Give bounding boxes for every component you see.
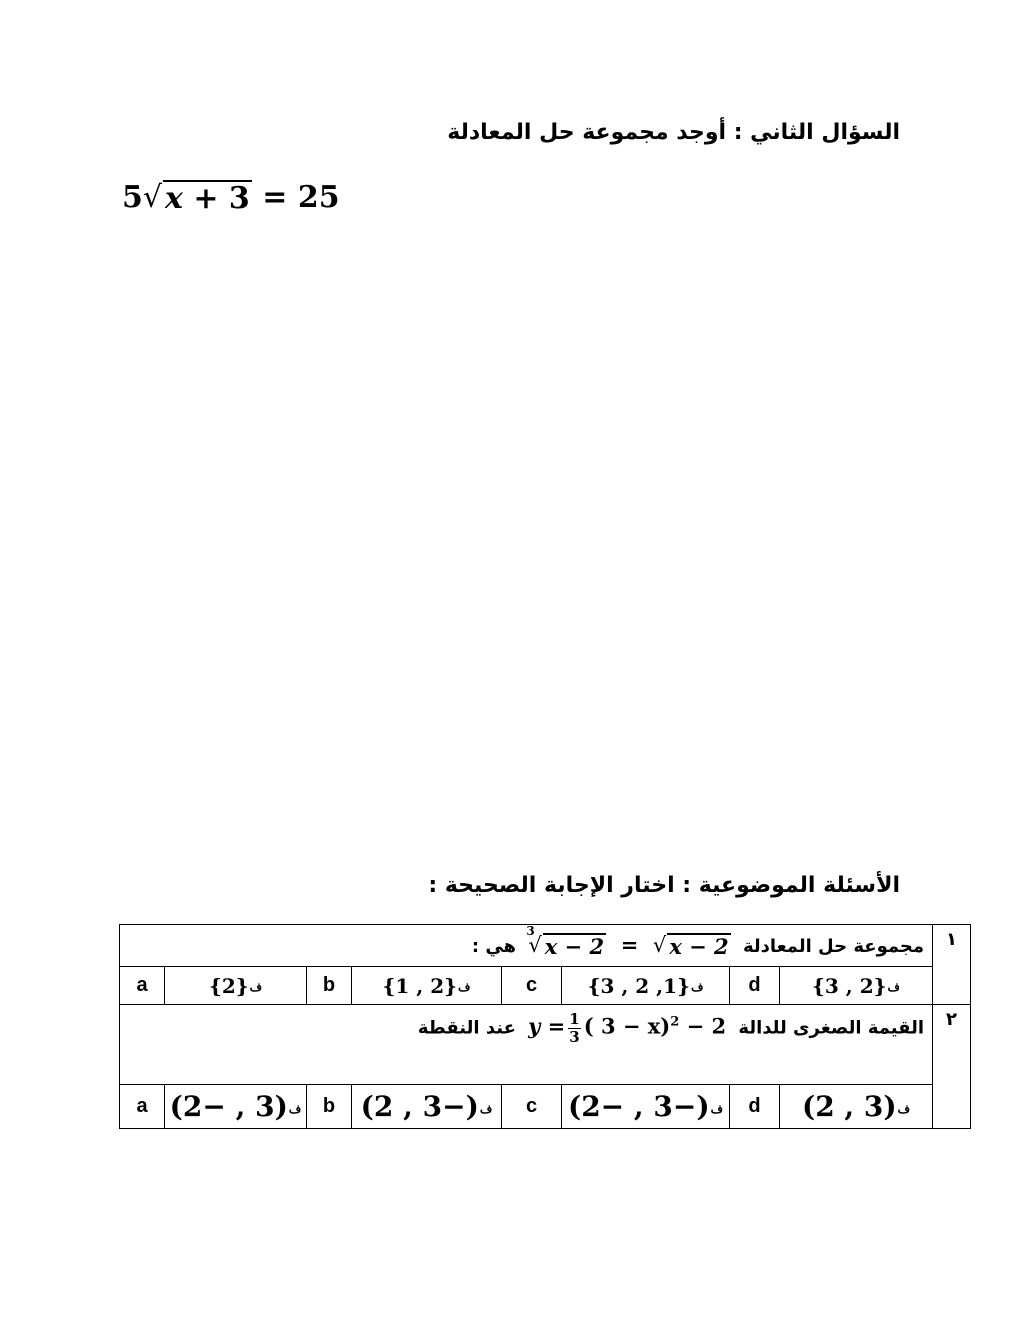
square-root: √ x − 2 xyxy=(652,932,729,959)
option-letter-d: d xyxy=(730,967,780,1005)
option-c-choice[interactable]: ف(−3 , −2) xyxy=(562,1085,730,1129)
question-2-suffix: عند النقطة xyxy=(417,1017,516,1039)
cube-root: 3 √ x − 2 xyxy=(526,923,605,959)
question-2-options xyxy=(120,1085,971,1129)
question-1-suffix: هي : xyxy=(471,935,517,957)
equation-radicand-rest: + 3 xyxy=(182,181,250,216)
equation-variable: x xyxy=(165,181,183,216)
question-1-number: ١ xyxy=(933,925,971,1005)
option-letter-d: d xyxy=(730,1085,780,1129)
equation-coefficient: 5 xyxy=(122,180,143,215)
option-a-choice[interactable]: ف{2} xyxy=(165,967,307,1005)
question-2-text xyxy=(120,1005,933,1085)
option-c-choice[interactable]: ف{1, 2 , 3} xyxy=(562,967,730,1005)
equation-rhs: = 25 xyxy=(251,180,340,215)
option-d-choice[interactable]: ف(3 , 2) xyxy=(780,1085,933,1129)
question-2-equation: y = $\frac{1}{3}$ ( 3 − x)$^2$ − 2 xyxy=(528,1010,727,1046)
option-letter-c: c xyxy=(502,1085,562,1129)
question-1-text xyxy=(120,925,933,967)
question-2-heading: السؤال الثاني : أوجد مجموعة حل المعادلة xyxy=(447,120,900,145)
objective-questions-heading: الأسئلة الموضوعية : اختار الإجابة الصحيحة : xyxy=(428,873,900,898)
option-letter-b: b xyxy=(307,967,352,1005)
main-equation xyxy=(122,180,340,217)
question-1-row xyxy=(120,925,971,967)
option-letter-a: a xyxy=(120,1085,165,1129)
option-b-choice[interactable]: ف(−3 , 2) xyxy=(352,1085,502,1129)
option-d-choice[interactable]: ف{2 , 3} xyxy=(780,967,933,1005)
option-letter-a: a xyxy=(120,967,165,1005)
question-2-number: ٢ xyxy=(933,1005,971,1129)
question-1-prefix: مجموعة حل المعادلة xyxy=(742,935,925,957)
square-root: √ x + 3 xyxy=(142,180,250,216)
fraction-one-third: $\frac{1}{3}$ xyxy=(569,1010,580,1046)
question-1-options xyxy=(120,967,971,1005)
question-2-prefix: القيمة الصغرى للدالة xyxy=(738,1017,925,1039)
option-a-choice[interactable]: ف(3 , −2) xyxy=(165,1085,307,1129)
question-2-row xyxy=(120,1005,971,1085)
question-1-equation: 3 √ x − 2 = √ x − 2 xyxy=(526,923,729,959)
option-b-choice[interactable]: ف{2 , 1} xyxy=(352,967,502,1005)
option-letter-c: c xyxy=(502,967,562,1005)
option-letter-b: b xyxy=(307,1085,352,1129)
mcq-table xyxy=(119,924,971,1129)
